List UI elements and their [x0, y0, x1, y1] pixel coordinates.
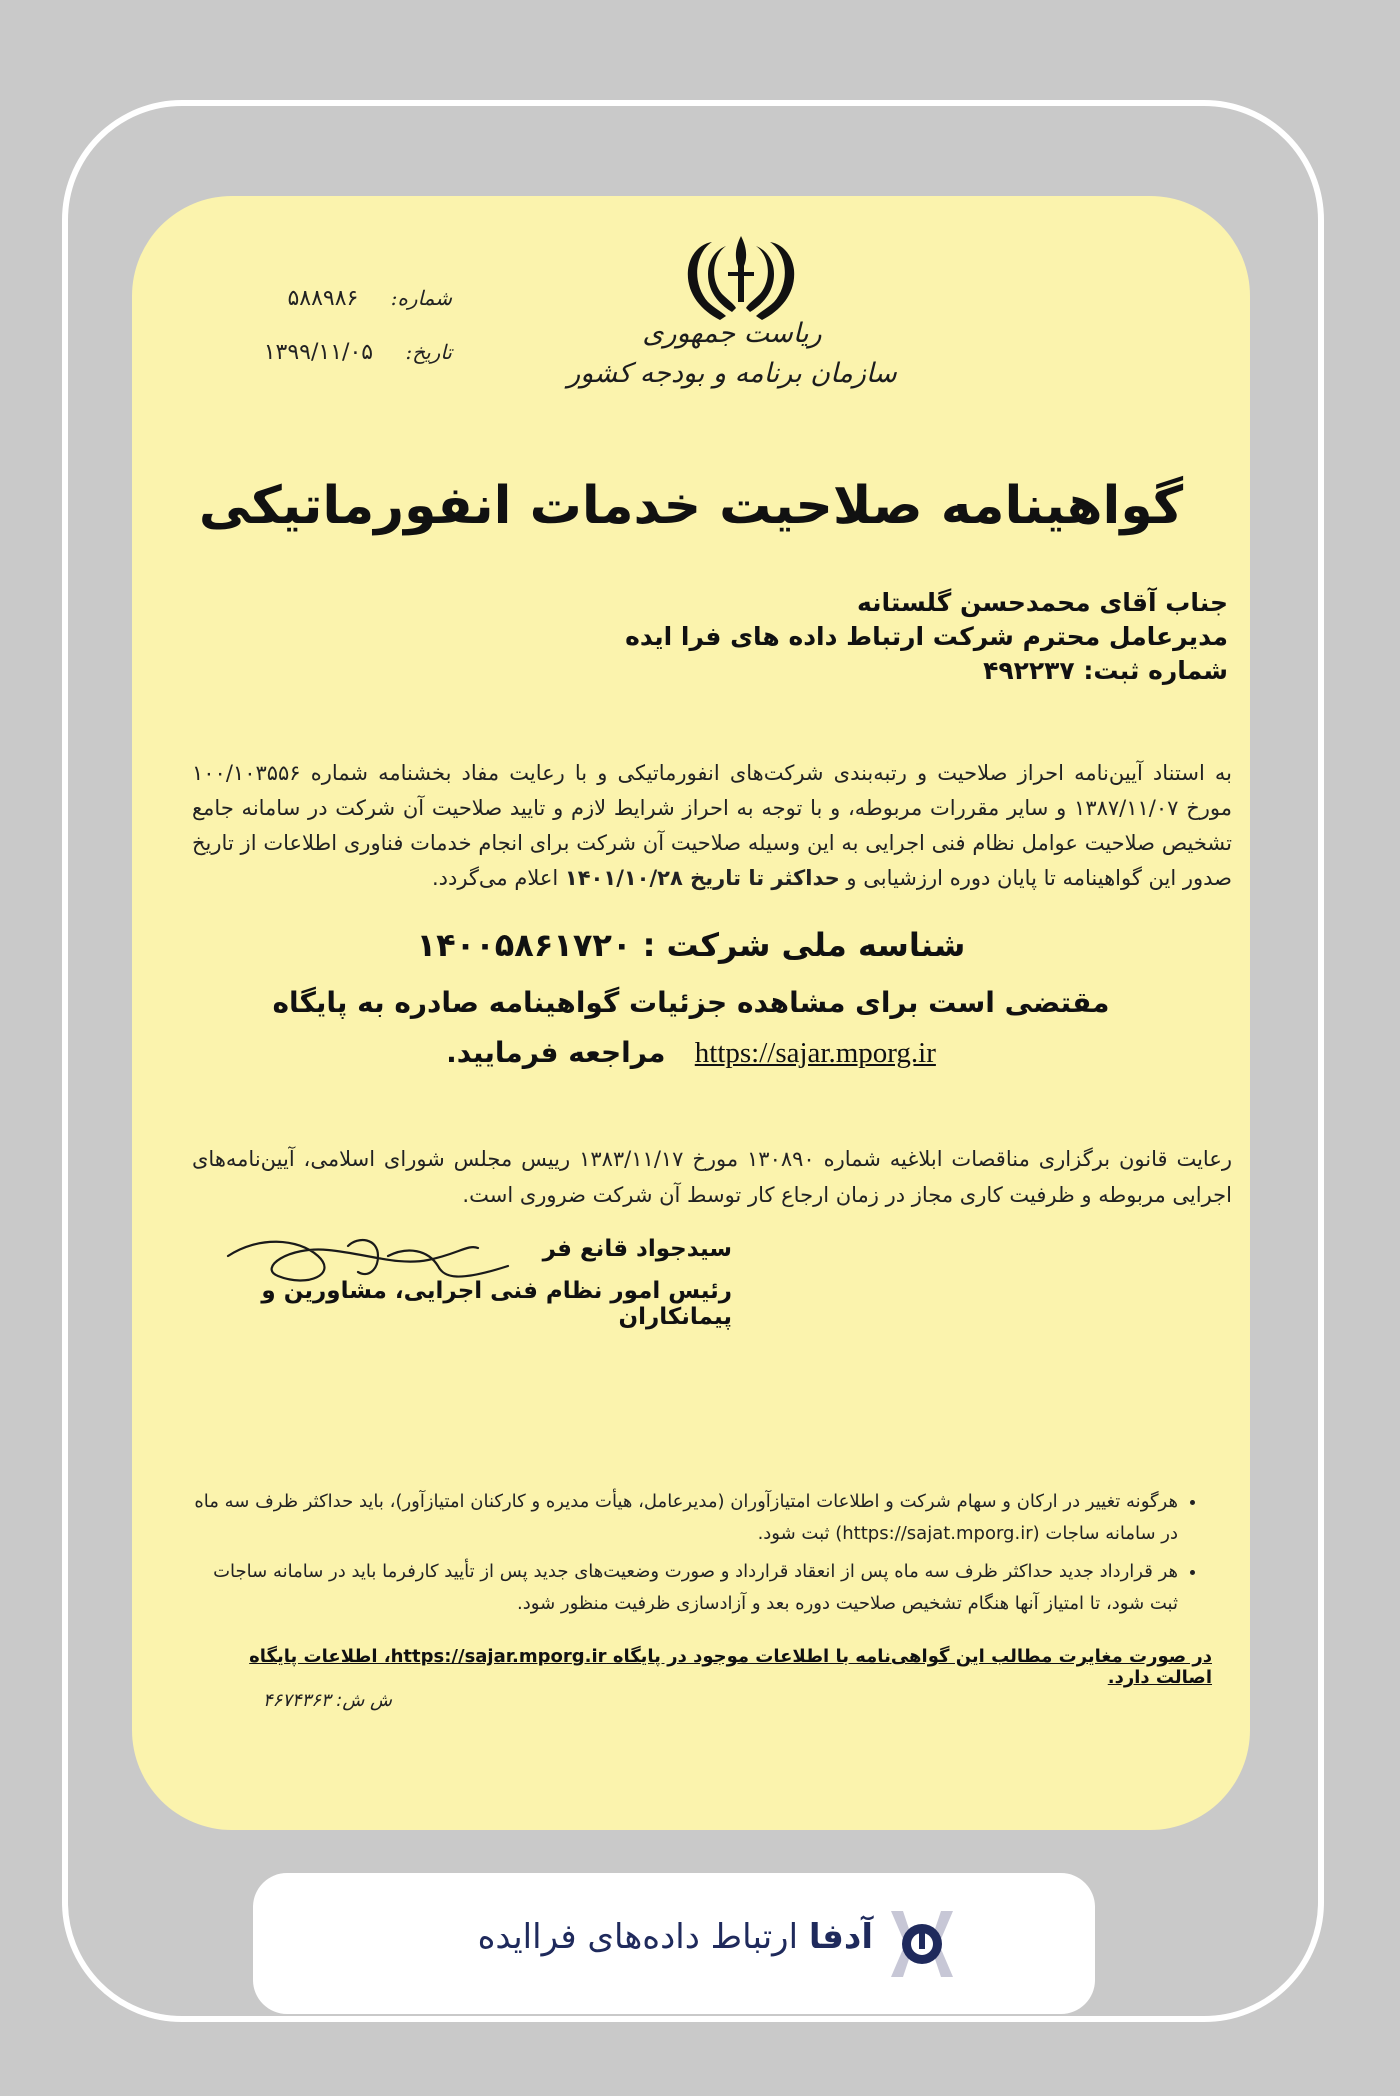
brand-name-rest: ارتباط داده‌های فراایده [477, 1917, 799, 1957]
brand-bar [253, 1873, 1095, 2014]
notes-list [192, 1486, 1204, 1626]
body-main-text: به استناد آیین‌نامه احراز صلاحیت و رتبه‌بندی شرکت‌های انفورماتیکی و با رعایت مفاد بخشنامه شماره ۱۰۰/۱۰۳۵۵۶ مورخ ۱۳۸۷/۱۱/۰۷ و سایر مقررات مربوطه، و با توجه به احراز شرایط لازم و تایید صلاحیت آن شرکت در سامانه جامع تشخیص صلاحیت عوامل نظام فنی اجرایی به این وسیله صلاحیت آن شرکت برای انجام خدمات فناوری اطلاعات از تاریخ صدور این گواهینامه تا پایان دوره ارزشیابی و [192, 761, 1232, 890]
list-item: • هرگونه تغییر در ارکان و سهام شرکت و اطلاعات امتیازآوران (مدیرعامل، هیأت مدیره و کارکنان امتیازآور)، باید حداکثر ظرف سه ماه در سامانه ساجات (https://sajat.mporg.ir) ثبت شود. [192, 1486, 1178, 1550]
notice-suffix: مراجعه فرمایید. [446, 1036, 666, 1069]
org-line-budget-org: سازمان برنامه و بودجه کشور [567, 358, 897, 389]
signatory-title: رئیس امور نظام فنی اجرایی، مشاورین و پیمانکاران [261, 1278, 732, 1330]
list-item: • هر قرارداد جدید حداکثر ظرف سه ماه پس از انعقاد قرارداد و صورت وضعیت‌های جدید پس از تأیید کارفرما باید در سامانه ساجات ثبت شود، تا امتیاز آنها هنگام تشخیص صلاحیت دوره بعد و آزادسازی ظرفیت منظور شود. [192, 1556, 1178, 1620]
adfa-logo-icon [883, 1905, 961, 1983]
signatory-name: سیدجواد قانع فر [542, 1236, 732, 1262]
national-id: شناسه ملی شرکت : ۱۴۰۰۵۸۶۱۷۲۰ [416, 926, 966, 964]
certificate-body [192, 756, 1232, 896]
brand-name [333, 1917, 873, 1957]
recipient-block [328, 586, 1228, 688]
certificate-document [132, 196, 1250, 1830]
letter-number-value: ۵۸۸۹۸۶ [287, 286, 359, 311]
recipient-name: جناب آقای محمدحسن گلستانه [856, 588, 1228, 617]
body-tail: اعلام می‌گردد. [431, 866, 559, 890]
letter-date-value: ۱۳۹۹/۱۱/۰۵ [263, 340, 374, 365]
letter-number [192, 286, 452, 326]
letter-date [192, 340, 452, 380]
serial-number: ش ش: ۴۶۷۴۳۶۳ [262, 1690, 392, 1711]
sajar-link[interactable]: https://sajar.mporg.ir [694, 1037, 936, 1069]
footer-note: در صورت مغایرت مطالب این گواهی‌نامه با اطلاعات موجود در پایگاه https://sajar.mporg.ir، اطلاعات پایگاه اصالت دارد. [249, 1646, 1212, 1688]
notice-line: مقتضی است برای مشاهده جزئیات گواهینامه صادره به پایگاه [272, 986, 1110, 1019]
iran-emblem-icon [682, 232, 800, 322]
recipient-position: مدیرعامل محترم شرکت ارتباط داده های فرا ایده [625, 622, 1228, 651]
letter-date-label: تاریخ: [405, 340, 452, 364]
org-line-presidency: ریاست جمهوری [642, 318, 822, 349]
body-validity-date: حداکثر تا تاریخ ۱۴۰۱/۱۰/۲۸ [564, 866, 840, 890]
letter-number-label: شماره: [390, 286, 452, 310]
brand-name-strong: آدفا [808, 1917, 873, 1957]
notice-link-line [192, 1036, 1190, 1070]
certificate-title: گواهینامه صلاحیت خدمات انفورماتیکی [198, 476, 1184, 536]
compliance-note: رعایت قانون برگزاری مناقصات ابلاغیه شماره ۱۳۰۸۹۰ مورخ ۱۳۸۳/۱۱/۱۷ رییس مجلس شورای اسلامی، آیین‌نامه‌های اجرایی مربوطه و ظرفیت کاری مجاز در زمان ارجاع کار توسط آن شرکت ضروری است. [192, 1147, 1232, 1207]
registration-number: شماره ثبت: ۴۹۲۲۳۷ [983, 656, 1228, 685]
